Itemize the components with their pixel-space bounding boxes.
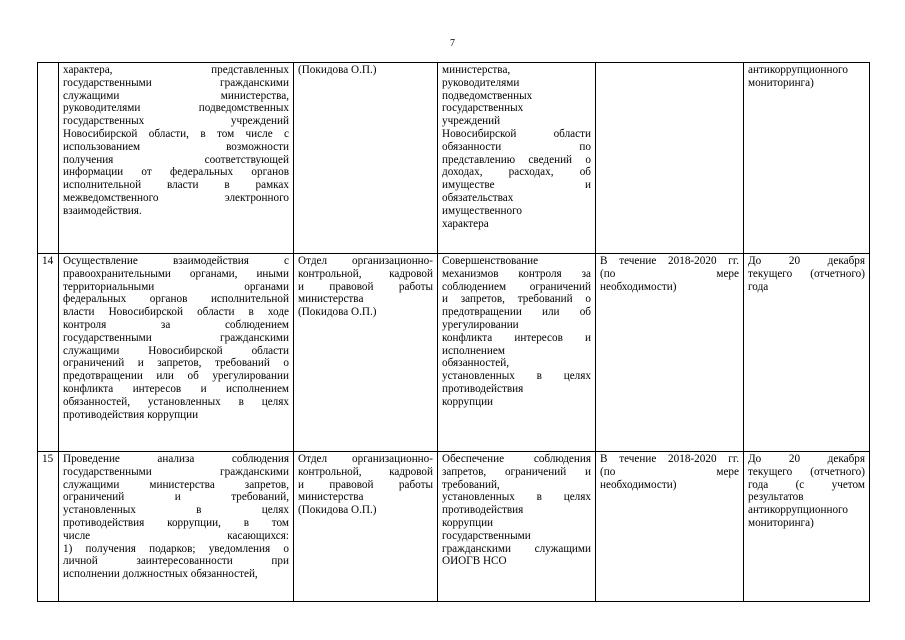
cell-result (438, 254, 596, 452)
cell-text-line: (Покидова О.П.) (298, 306, 377, 319)
cell-text-line: государственных учреждений (63, 115, 289, 128)
cell-responsible (294, 452, 438, 602)
cell-text-line: предотвращении или об (442, 306, 591, 319)
cell-text-line: Проведение анализа соблюдения (63, 453, 289, 465)
cell-text-line: механизмов контроля за (442, 267, 591, 280)
cell-text-line: противодействия коррупции (63, 408, 199, 421)
cell-term (596, 254, 744, 452)
cell-text-line: имущественного (442, 204, 523, 217)
cell-text-line: В течение 2018-2020 гг. (600, 453, 739, 465)
cell-text-line: представлению сведений о (442, 153, 591, 166)
cell-text-line: руководителями (442, 76, 520, 89)
cell-text-line: Осуществление взаимодействия с (63, 255, 289, 267)
cell-number (38, 63, 59, 254)
cell-text-line: получения соответствующей (63, 153, 289, 166)
cell-text-line: учреждений (442, 115, 501, 128)
cell-text-line: государственными гражданскими (63, 331, 289, 344)
cell-number: 14 (38, 254, 59, 452)
cell-text-line: личной заинтересованности при (63, 555, 289, 568)
cell-text-line: урегулировании (442, 318, 519, 331)
cell-text-line: власти Новосибирской области в ходе (63, 306, 289, 319)
cell-text-line: исполнением (442, 344, 505, 357)
measures-table (37, 62, 870, 602)
cell-text-line: противодействия (442, 382, 524, 395)
cell-text-line: запретов, ограничений и (442, 465, 591, 478)
cell-text-line: Обеспечение соблюдения (442, 453, 591, 465)
cell-text-line: (по мере (600, 465, 739, 478)
cell-text-line: Отдел организационно- (298, 453, 433, 465)
cell-text-line: руководителями подведомственных (63, 102, 289, 115)
cell-text-line: министерства (298, 293, 364, 306)
cell-text-line: государственных (442, 102, 524, 115)
cell-activity (59, 63, 294, 254)
cell-text-line: 1) получения подарков; уведомления о (63, 542, 289, 555)
cell-text-line: контроля за соблюдением (63, 318, 289, 331)
cell-text-line: необходимости) (600, 280, 677, 293)
cell-text-line: мониторинга) (748, 76, 814, 89)
cell-text-line: и правовой работы (298, 280, 433, 293)
cell-text-line: До 20 декабря (748, 255, 865, 267)
cell-report (744, 254, 870, 452)
cell-text-line: имуществе и (442, 179, 591, 192)
cell-text-line: необходимости) (600, 478, 677, 491)
cell-term (596, 63, 744, 254)
cell-text-line: служащими министерства, (63, 89, 289, 102)
cell-text-line: контрольной, кадровой (298, 267, 433, 280)
cell-activity (59, 452, 294, 602)
cell-responsible (294, 254, 438, 452)
cell-text-line: соблюдением ограничений (442, 280, 591, 293)
cell-text-line: подведомственных (442, 89, 533, 102)
cell-report (744, 452, 870, 602)
cell-text-line: характера, представленных (63, 64, 289, 76)
cell-text-line: обязанностей, установленных в целях (63, 395, 289, 408)
cell-text-line: текущего (отчетного) (748, 267, 865, 280)
cell-text-line: министерства (298, 491, 364, 504)
cell-text-line: федеральных органов исполнительной (63, 293, 289, 306)
cell-text-line: Новосибирской области, в том числе с (63, 127, 289, 140)
cell-text-line: ОИОГВ НСО (442, 555, 507, 568)
cell-text-line: установленных в целях (63, 504, 289, 517)
cell-result (438, 452, 596, 602)
cell-text-line: гражданскими служащими (442, 542, 591, 555)
cell-text-line: обязанности по (442, 140, 591, 153)
cell-text-line: ограничений и запретов, требований о (63, 357, 289, 370)
page-number: 7 (450, 38, 455, 49)
cell-report (744, 63, 870, 254)
cell-activity (59, 254, 294, 452)
cell-text-line: (Покидова О.П.) (298, 504, 377, 517)
cell-text-line: взаимодействия. (63, 204, 142, 217)
cell-text-line: (по мере (600, 267, 739, 280)
cell-text-line: предотвращении или об урегулировании (63, 370, 289, 383)
cell-text-line: установленных в целях (442, 491, 591, 504)
cell-text-line: и правовой работы (298, 478, 433, 491)
cell-text-line: текущего (отчетного) (748, 465, 865, 478)
cell-text-line: установленных в целях (442, 370, 591, 383)
cell-text-line: характера (442, 217, 489, 230)
cell-number: 15 (38, 452, 59, 602)
cell-text-line: Совершенствование (442, 255, 539, 267)
cell-text-line: государственными гражданскими (63, 76, 289, 89)
cell-text-line: служащими министерства запретов, (63, 478, 289, 491)
table-row (38, 63, 870, 254)
cell-text-line: В течение 2018-2020 гг. (600, 255, 739, 267)
cell-text-line: До 20 декабря (748, 453, 865, 465)
cell-text-line: использованием возможности (63, 140, 289, 153)
cell-text-line: правоохранительными органами, иными (63, 267, 289, 280)
cell-term (596, 452, 744, 602)
cell-text-line: обязательствах (442, 191, 514, 204)
cell-text-line: Новосибирской области (442, 127, 591, 140)
cell-text-line: противодействия коррупции, в том (63, 516, 289, 529)
cell-text-line: требований, (442, 478, 500, 491)
table-row (38, 452, 870, 602)
cell-text-line: коррупции (442, 516, 494, 529)
cell-text-line: (Покидова О.П.) (298, 64, 377, 76)
cell-text-line: мониторинга) (748, 516, 814, 529)
cell-text-line: доходах, расходах, об (442, 166, 591, 179)
cell-text-line: коррупции (442, 395, 494, 408)
cell-text-line: и запретов, требований о (442, 293, 591, 306)
cell-text-line: исполнении должностных обязанностей, (63, 568, 258, 581)
cell-text-line: министерства, (442, 64, 511, 76)
cell-text-line: государственными (442, 529, 531, 542)
cell-text-line: года (с учетом (748, 478, 865, 491)
cell-text-line: противодействия (442, 504, 524, 517)
cell-text-line: конфликта интересов и исполнением (63, 382, 289, 395)
cell-text-line: государственными гражданскими (63, 465, 289, 478)
cell-text-line: результатов (748, 491, 804, 504)
table-row (38, 254, 870, 452)
cell-responsible (294, 63, 438, 254)
cell-result (438, 63, 596, 254)
cell-text-line: числе касающихся: (63, 529, 289, 542)
cell-text-line: года (748, 280, 769, 293)
cell-text-line: обязанностей, (442, 357, 509, 370)
cell-text-line: антикоррупционного (748, 64, 848, 76)
cell-text-line: служащими Новосибирской области (63, 344, 289, 357)
cell-text-line: Отдел организационно- (298, 255, 433, 267)
cell-text-line: антикоррупционного (748, 504, 848, 517)
cell-text-line: территориальными органами (63, 280, 289, 293)
cell-text-line: межведомственного электронного (63, 191, 289, 204)
cell-text-line: контрольной, кадровой (298, 465, 433, 478)
cell-text-line: информации от федеральных органов (63, 166, 289, 179)
cell-text-line: ограничений и требований, (63, 491, 289, 504)
cell-text-line: исполнительной власти в рамках (63, 179, 289, 192)
cell-text-line: конфликта интересов и (442, 331, 591, 344)
